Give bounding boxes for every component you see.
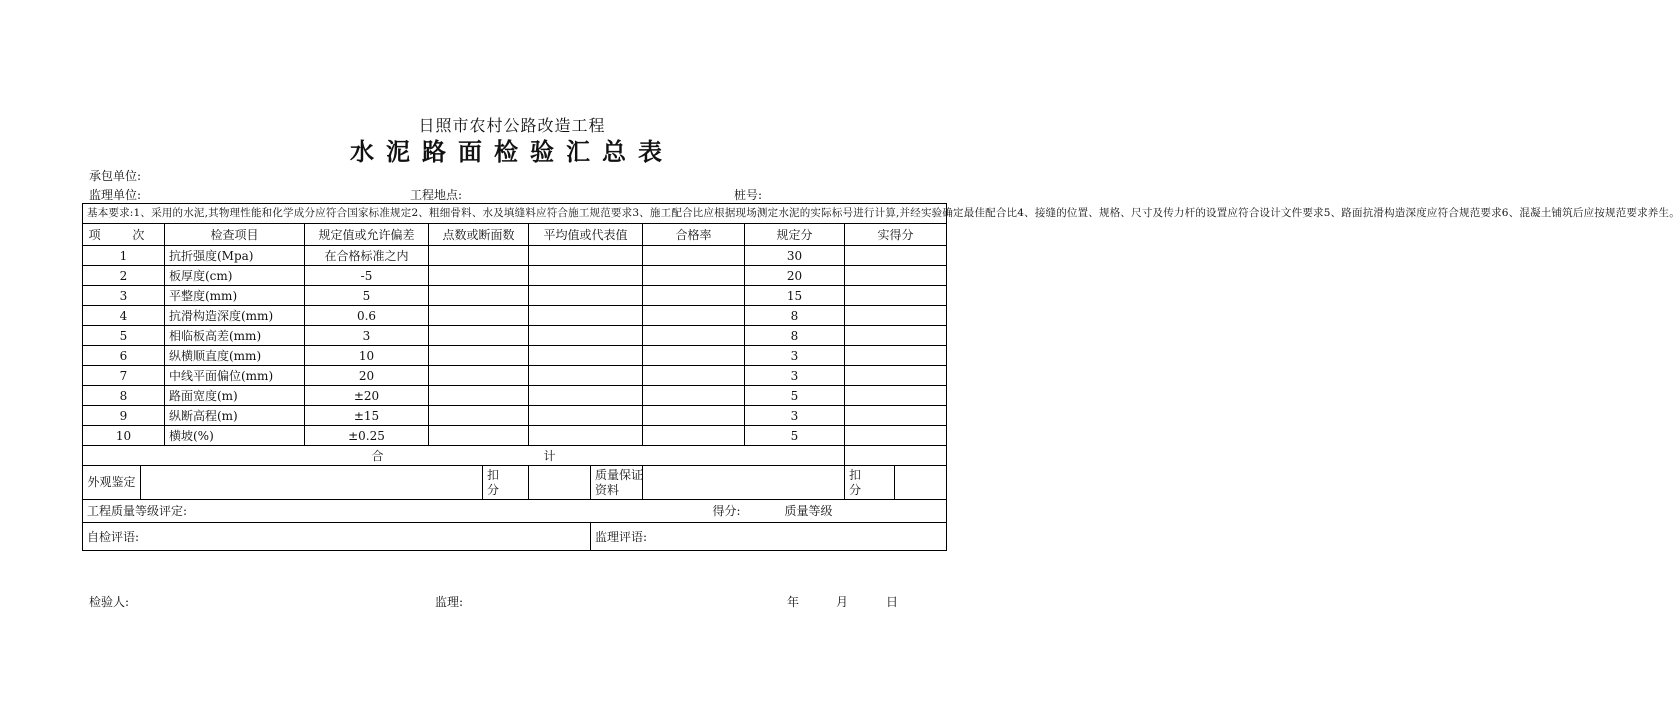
row-item: 抗滑构造深度(mm) (165, 306, 305, 326)
table-row (83, 326, 947, 346)
row-points (429, 266, 529, 286)
total-label-right: 计 (543, 448, 556, 463)
table-row (83, 246, 947, 266)
row-spec: ±0.25 (305, 426, 429, 446)
row-average (529, 306, 643, 326)
appearance-label: 外观鉴定 (83, 466, 141, 500)
row-standard-score: 15 (745, 286, 845, 306)
row-pass-rate (643, 366, 745, 386)
header-average: 平均值或代表值 (529, 224, 643, 246)
month-label: 月 (836, 595, 849, 609)
table-row (83, 386, 947, 406)
total-value (845, 446, 947, 466)
row-no: 3 (83, 286, 165, 306)
row-no: 1 (83, 246, 165, 266)
header-points: 点数或断面数 (429, 224, 529, 246)
row-spec: ±20 (305, 386, 429, 406)
header-spec: 规定值或允许偏差 (305, 224, 429, 246)
grade-row (83, 500, 947, 523)
day-label: 日 (886, 595, 899, 609)
row-no: 6 (83, 346, 165, 366)
quality-grade-label: 质量等级 (745, 500, 947, 523)
deduct-value-quality (895, 466, 947, 500)
row-standard-score: 30 (745, 246, 845, 266)
row-points (429, 326, 529, 346)
row-actual-score (845, 366, 947, 386)
row-average (529, 286, 643, 306)
row-points (429, 246, 529, 266)
row-pass-rate (643, 406, 745, 426)
row-no: 2 (83, 266, 165, 286)
supervisor-comment-label: 监理评语: (591, 523, 947, 551)
row-spec: 5 (305, 286, 429, 306)
table-row (83, 306, 947, 326)
score-label: 得分: (643, 500, 745, 523)
inspection-summary-table (82, 203, 1680, 551)
row-item: 平整度(mm) (165, 286, 305, 306)
table-row (83, 366, 947, 386)
row-points (429, 346, 529, 366)
row-standard-score: 3 (745, 346, 845, 366)
row-average (529, 266, 643, 286)
row-no: 5 (83, 326, 165, 346)
table-row (83, 406, 947, 426)
row-no: 4 (83, 306, 165, 326)
row-spec: -5 (305, 266, 429, 286)
row-points (429, 426, 529, 446)
inspector-label: 检验人: (89, 595, 130, 609)
row-actual-score (845, 406, 947, 426)
appearance-value (141, 466, 483, 500)
row-spec: 在合格标准之内 (305, 246, 429, 266)
row-spec: 0.6 (305, 306, 429, 326)
row-no: 9 (83, 406, 165, 426)
row-points (429, 406, 529, 426)
contractor-label: 承包单位: (89, 169, 142, 183)
row-spec: ±15 (305, 406, 429, 426)
year-label: 年 (787, 595, 800, 609)
row-standard-score: 8 (745, 306, 845, 326)
deduct-label-appearance: 扣分 (483, 466, 529, 500)
basic-requirements: 基本要求:1、采用的水泥,其物理性能和化学成分应符合国家标准规定2、粗细骨料、水及填缝料应符合施工规范要求3、施工配合比应根据现场测定水泥的实际标号进行计算,并经实验确定最佳配合比4、接缝的位置、规格、尺寸及传力杆的设置应符合设计文件要求5、路面抗滑构造深度应符合规范要求6、混凝土铺筑后应按规范要求养生。 (83, 204, 947, 224)
quality-data-label: 质量保证资料 (591, 466, 643, 500)
header-actual-score: 实得分 (845, 224, 947, 246)
header-item-no: 项 次 (83, 224, 165, 246)
row-item: 纵断高程(m) (165, 406, 305, 426)
row-average (529, 406, 643, 426)
row-spec: 10 (305, 346, 429, 366)
deduct-label-quality: 扣分 (845, 466, 895, 500)
row-item: 相临板高差(mm) (165, 326, 305, 346)
row-pass-rate (643, 266, 745, 286)
row-item: 路面宽度(m) (165, 386, 305, 406)
row-item: 横坡(%) (165, 426, 305, 446)
row-standard-score: 5 (745, 426, 845, 446)
comment-row (83, 523, 947, 551)
row-actual-score (845, 426, 947, 446)
header-check-item: 检查项目 (165, 224, 305, 246)
project-location-label: 工程地点: (410, 188, 463, 202)
row-points (429, 366, 529, 386)
row-pass-rate (643, 286, 745, 306)
row-spec: 3 (305, 326, 429, 346)
grade-spacer (483, 500, 643, 523)
row-no: 10 (83, 426, 165, 446)
project-subtitle: 日照市农村公路改造工程 (418, 116, 606, 135)
total-label (83, 446, 845, 466)
supervisor-unit-label: 监理单位: (89, 188, 142, 202)
quality-data-value (643, 466, 845, 500)
row-standard-score: 20 (745, 266, 845, 286)
row-actual-score (845, 306, 947, 326)
appearance-row (83, 466, 947, 500)
row-points (429, 286, 529, 306)
row-pass-rate (643, 306, 745, 326)
table-row (83, 266, 947, 286)
row-points (429, 306, 529, 326)
row-item: 中线平面偏位(mm) (165, 366, 305, 386)
row-pass-rate (643, 426, 745, 446)
row-average (529, 326, 643, 346)
deduct-value-appearance (529, 466, 591, 500)
total-label-left: 合 (371, 448, 384, 463)
row-standard-score: 3 (745, 366, 845, 386)
row-actual-score (845, 326, 947, 346)
row-no: 8 (83, 386, 165, 406)
row-actual-score (845, 246, 947, 266)
supervision-label: 监理: (435, 595, 464, 609)
requirements-row (83, 204, 947, 224)
row-pass-rate (643, 386, 745, 406)
row-standard-score: 8 (745, 326, 845, 346)
table-row (83, 346, 947, 366)
row-spec: 20 (305, 366, 429, 386)
self-comment-label: 自检评语: (83, 523, 591, 551)
table-row (83, 426, 947, 446)
row-pass-rate (643, 246, 745, 266)
station-label: 桩号: (734, 188, 763, 202)
row-average (529, 386, 643, 406)
table-row (83, 286, 947, 306)
row-item: 纵横顺直度(mm) (165, 346, 305, 366)
row-average (529, 426, 643, 446)
row-item: 板厚度(cm) (165, 266, 305, 286)
row-standard-score: 5 (745, 386, 845, 406)
table-header-row (83, 224, 947, 246)
row-average (529, 366, 643, 386)
row-actual-score (845, 266, 947, 286)
row-actual-score (845, 386, 947, 406)
document-title: 水泥路面检验汇总表 (350, 137, 674, 166)
row-average (529, 246, 643, 266)
row-pass-rate (643, 326, 745, 346)
header-standard-score: 规定分 (745, 224, 845, 246)
row-standard-score: 3 (745, 406, 845, 426)
row-item: 抗折强度(Mpa) (165, 246, 305, 266)
row-actual-score (845, 346, 947, 366)
row-average (529, 346, 643, 366)
row-no: 7 (83, 366, 165, 386)
row-points (429, 386, 529, 406)
header-pass-rate: 合格率 (643, 224, 745, 246)
grade-label: 工程质量等级评定: (83, 500, 483, 523)
row-actual-score (845, 286, 947, 306)
row-pass-rate (643, 346, 745, 366)
total-row (83, 446, 947, 466)
